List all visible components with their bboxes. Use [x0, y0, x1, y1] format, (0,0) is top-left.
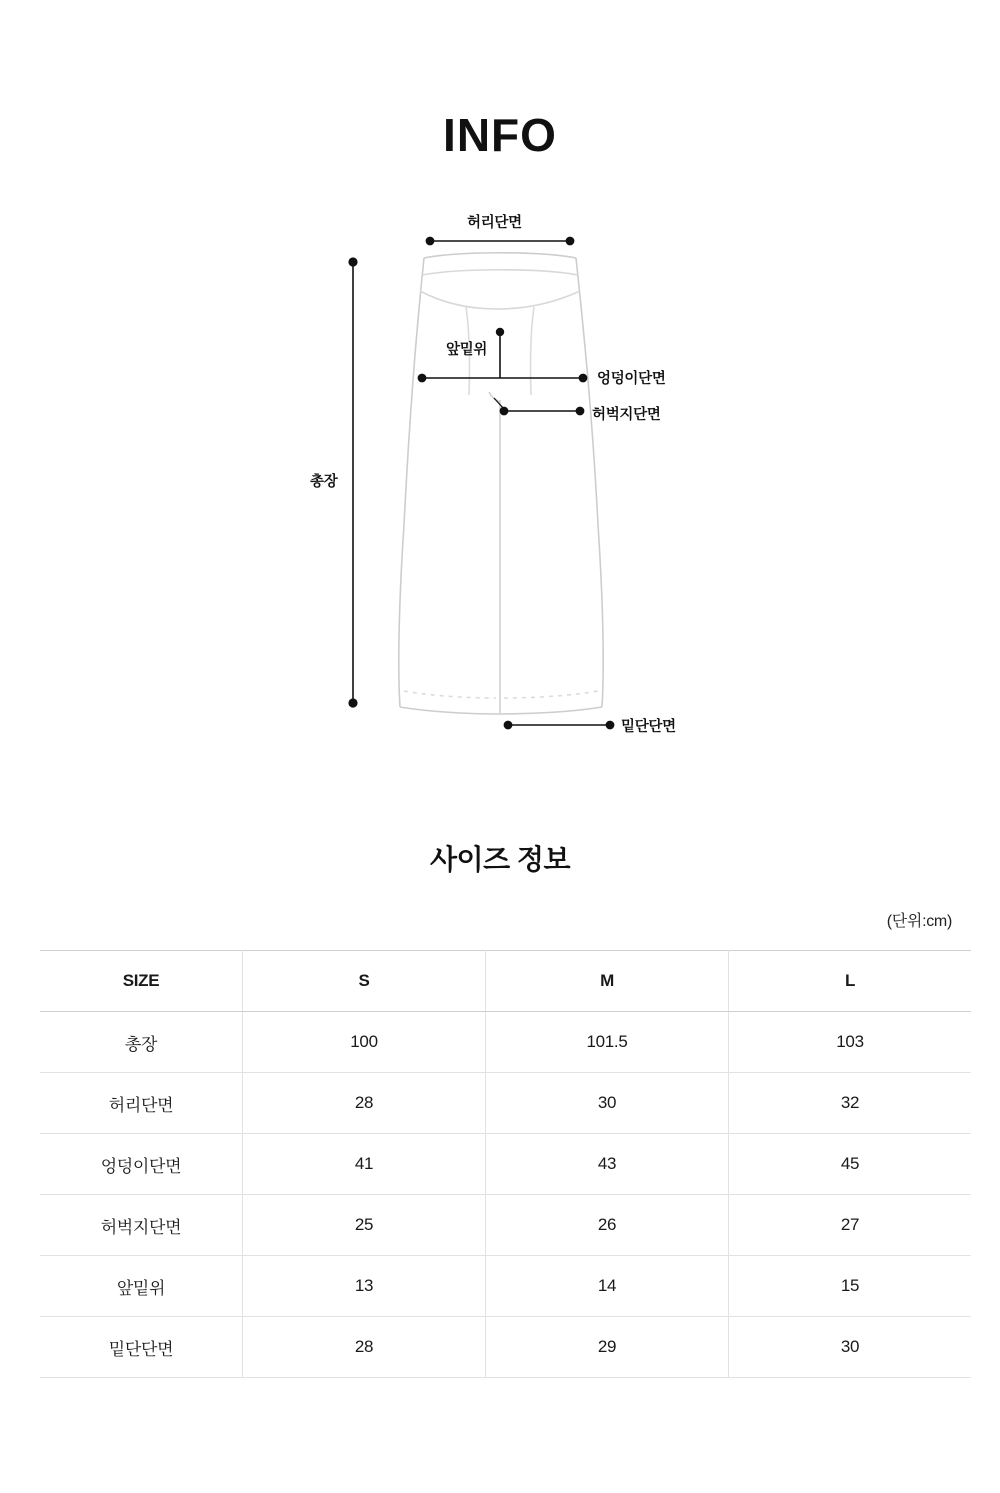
label-hip: 엉덩이단면 — [597, 371, 666, 387]
table-row — [40, 1317, 971, 1378]
table-row — [40, 1256, 971, 1317]
cell-l: 45 — [729, 1134, 972, 1195]
row-label: 허벅지단면 — [40, 1195, 243, 1256]
cell-s: 100 — [243, 1012, 486, 1073]
row-label: 앞밑위 — [40, 1256, 243, 1317]
cell-l: 27 — [729, 1195, 972, 1256]
size-table — [40, 950, 971, 1378]
table-row — [40, 1073, 971, 1134]
header-l: L — [729, 951, 972, 1012]
table-row — [40, 1195, 971, 1256]
cell-s: 25 — [243, 1195, 486, 1256]
cell-s: 28 — [243, 1073, 486, 1134]
label-front-rise: 앞밑위 — [446, 342, 488, 358]
row-label: 밑단단면 — [40, 1317, 243, 1378]
cell-m: 29 — [486, 1317, 729, 1378]
header-size: SIZE — [40, 951, 243, 1012]
cell-l: 30 — [729, 1317, 972, 1378]
label-thigh: 허벅지단면 — [592, 407, 661, 423]
cell-s: 13 — [243, 1256, 486, 1317]
cell-l: 32 — [729, 1073, 972, 1134]
cell-s: 41 — [243, 1134, 486, 1195]
cell-m: 101.5 — [486, 1012, 729, 1073]
pants-diagram-svg — [0, 195, 1000, 775]
measurement-diagram — [0, 195, 1000, 775]
table-row — [40, 1012, 971, 1073]
pants-illustration — [399, 253, 603, 714]
cell-m: 43 — [486, 1134, 729, 1195]
cell-m: 26 — [486, 1195, 729, 1256]
label-waist: 허리단면 — [467, 215, 522, 231]
cell-l: 103 — [729, 1012, 972, 1073]
cell-l: 15 — [729, 1256, 972, 1317]
table-header-row — [40, 951, 971, 1012]
unit-note: (단위:cm) — [886, 913, 952, 930]
cell-m: 14 — [486, 1256, 729, 1317]
label-total-length: 총장 — [310, 474, 338, 490]
header-s: S — [243, 951, 486, 1012]
size-table-body — [40, 1012, 971, 1378]
size-table-head — [40, 951, 971, 1012]
row-label: 엉덩이단면 — [40, 1134, 243, 1195]
cell-s: 28 — [243, 1317, 486, 1378]
row-label: 총장 — [40, 1012, 243, 1073]
row-label: 허리단면 — [40, 1073, 243, 1134]
size-section-title: 사이즈 정보 — [429, 844, 571, 875]
label-hem: 밑단단면 — [621, 719, 676, 735]
header-m: M — [486, 951, 729, 1012]
page-title: INFO — [443, 109, 557, 161]
table-row — [40, 1134, 971, 1195]
cell-m: 30 — [486, 1073, 729, 1134]
